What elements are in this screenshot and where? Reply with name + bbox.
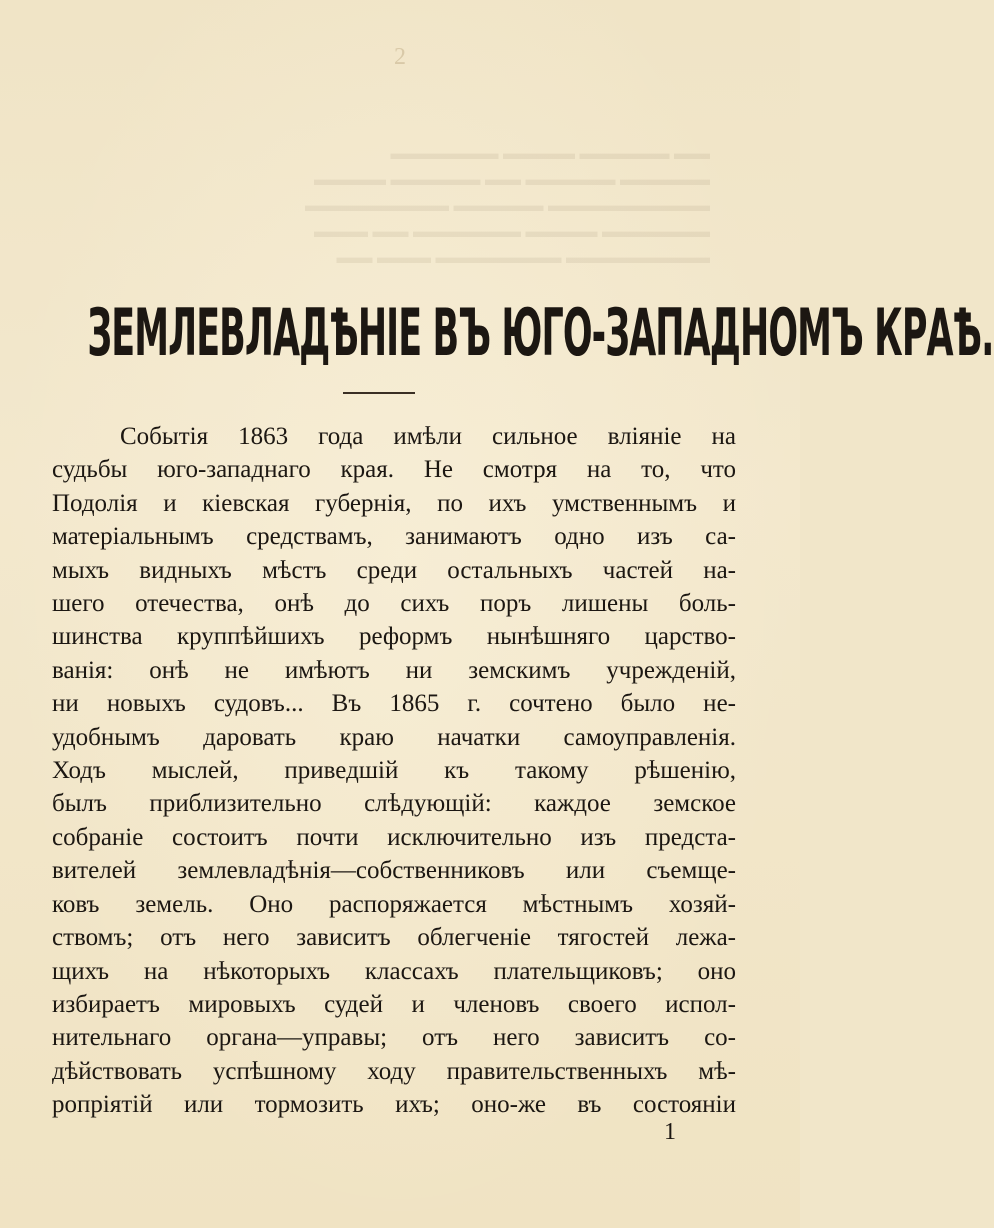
page-marker: 2: [394, 44, 406, 70]
text-line: ванія: онѣ не имѣютъ ни земскимъ учрежденій,: [52, 656, 736, 684]
text-line: шего отечества, онѣ до сихъ поръ лишены боль-: [52, 590, 736, 618]
text-line: судьбы юго-западнаго края. Не смотря на то, что: [52, 456, 736, 484]
text-line: избираетъ мировыхъ судей и членовъ своего испол-: [52, 990, 736, 1018]
text-line: Событія 1863 года имѣли сильное вліяніе на: [120, 423, 736, 450]
text-line: мыхъ видныхъ мѣстъ среди остальныхъ частей на-: [52, 556, 736, 584]
text-line: Подолія и кіевская губернія, по ихъ умственнымъ и: [52, 489, 736, 517]
text-line: ковъ земель. Оно распоряжается мѣстнымъ хозяй-: [52, 890, 736, 918]
text-line: удобнымъ даровать краю начатки самоуправленія.: [52, 723, 736, 751]
text-line: ропріятій или тормозить ихъ; оно-же въ состояніи: [52, 1091, 736, 1119]
title-rule: [343, 392, 415, 394]
text-line: ствомъ; отъ него зависитъ облегченіе тягостей лежа-: [52, 924, 736, 952]
page-number: 1: [664, 1119, 676, 1145]
text-line: щихъ на нѣкоторыхъ классахъ плательщиковъ; оно: [52, 957, 736, 985]
text-line: Ходъ мыслей, приведшій къ такому рѣшенію,: [52, 757, 736, 785]
text-line: дѣйствовать успѣшному ходу правительственныхъ мѣ-: [52, 1057, 736, 1085]
text-line: нительнаго органа—управы; отъ него зависитъ со-: [52, 1024, 736, 1052]
text-line: ни новыхъ судовъ... Въ 1865 г. сочтено было не-: [52, 690, 736, 718]
body-text: [52, 420, 736, 1122]
text-line: вителей землевладѣнія—собственниковъ или съемще-: [52, 857, 736, 885]
text-line: матеріальнымъ средствамъ, занимаютъ одно изъ са-: [52, 523, 736, 551]
text-line: былъ приблизительно слѣдующій: каждое земское: [52, 790, 736, 818]
text-line: собраніе состоитъ почти исключительно изъ предста-: [52, 823, 736, 851]
chapter-title: ЗЕМЛЕВЛАДѢНІЕ ВЪ ЮГО-ЗАПАДНОМЪ КРАѢ.: [87, 295, 994, 371]
show-through-texture: ▬▬ ▬▬▬▬▬ ▬▬▬▬ ▬▬▬▬▬▬ ▬▬▬▬▬ ▬▬▬▬▬ ▬▬ ▬▬▬▬▬ ▬▬▬▬ ▬▬▬▬▬▬▬▬▬ ▬▬▬▬▬ ▬▬▬▬▬▬▬▬ ▬▬▬▬▬▬ ▬▬▬▬ ▬▬▬▬▬▬ ▬▬ ▬▬▬ ▬▬▬▬▬▬▬▬ ▬▬▬▬▬▬▬ ▬▬▬ ▬▬: [305, 143, 710, 267]
text-line: шинства круппѣйшихъ реформъ нынѣшняго царство-: [52, 623, 736, 651]
